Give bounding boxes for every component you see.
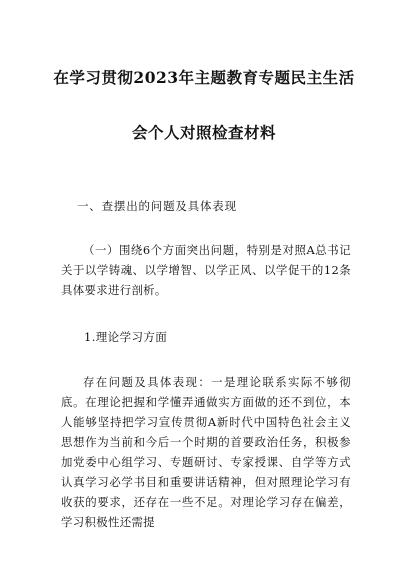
document-title-line-2: 会个人对照检查材料	[131, 123, 276, 142]
section-heading: 一、查摆出的问题及具体表现	[77, 199, 237, 213]
document-title-line-1: 在学习贯彻2023年主题教育专题民主生活	[53, 68, 355, 87]
body-paragraph: 存在问题及具体表现：一是理论联系实际不够彻底。在理论把握和学懂弄通做实方面做的还不到位，本人能够坚持把学习宣传贯彻A新时代中国特色社会主义思想作为当前和今后一个时期的首要政治任务，积极参加党委中心组学习、专题研讨、专家授课、自学等方式认真学习必学书目和重要讲话精神，但对照理论学习有收获的要求，还存在一些不足。对理论学习存在偏差，学习积极性还需提	[61, 375, 351, 529]
intro-paragraph: （一）围绕6个方面突出问题，特别是对照A总书记关于以学铸魂、以学增智、以学正风、以学促干的12条具体要求进行剖析。	[61, 243, 351, 297]
subheading-theory-study: 1.理论学习方面	[84, 330, 168, 344]
